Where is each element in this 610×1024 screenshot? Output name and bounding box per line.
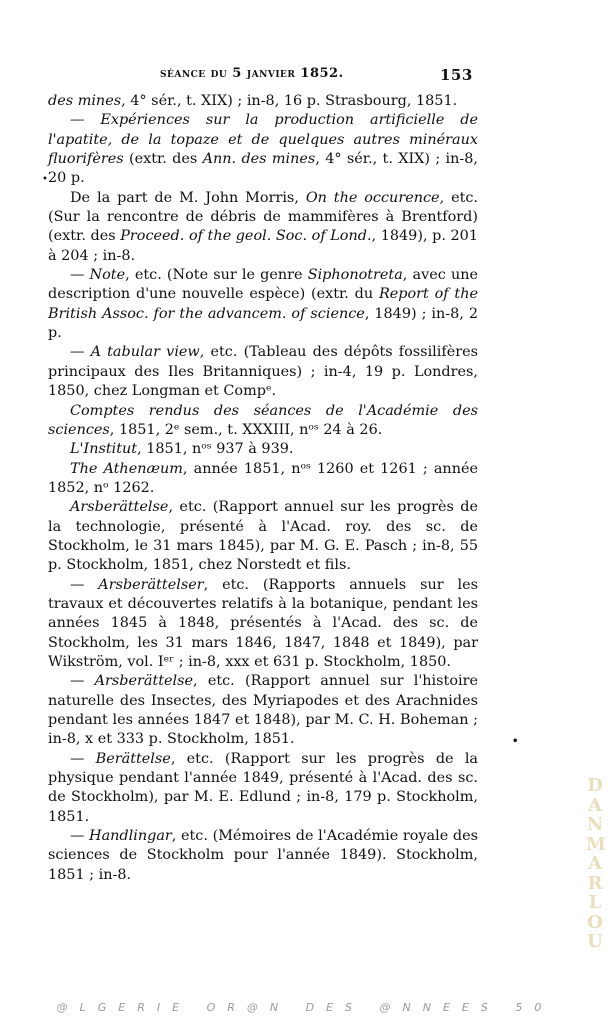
watermark-letter: A [588, 853, 602, 874]
watermark-letter: D [587, 775, 603, 796]
text: , etc. (Rapport sur les progrès de la physique pendant l'année 1849, présenté à l'Acad. des sc. de Stockholm), par M. E. Edlund ; in-8, 179 p. Stockholm, 1851. [48, 750, 478, 825]
text: , etc. (Rapport annuel sur l'histoire naturelle des Insectes, des Myriapodes et des Arachnides pendant les années 1847 et 1848), par M. C. H. Boheman ; in-8, x et 333 p. Stockholm, 1851. [48, 673, 478, 748]
paragraph [48, 189, 478, 266]
paragraph [48, 92, 478, 111]
italic-text: Report of the British Assoc. for the advancem. of science [48, 286, 478, 322]
paragraph [48, 672, 478, 749]
text: , 4° sér., t. XIX) ; in-8, 16 p. Strasbourg, 1851. [121, 93, 458, 109]
italic-text: Arsberättelse [94, 673, 194, 690]
paragraph [48, 827, 478, 885]
italic-text: A tabular view [90, 344, 200, 361]
text: De la part de M. John Morris, [70, 189, 306, 206]
italic-text: Handlingar [89, 828, 172, 845]
page-body [48, 92, 478, 885]
text: , 1849) ; in-8, 2 p. [48, 305, 478, 342]
text: , 1851, nᵒˢ 937 à 939. [137, 441, 294, 458]
italic-text: Note [89, 267, 126, 284]
watermark-letter: N [586, 814, 604, 835]
margin-mark: • [42, 174, 48, 185]
text: — [70, 673, 95, 690]
text: — [70, 267, 90, 284]
text: , etc. (Rapport annuel sur les progrès de la technologie, présenté à l'Acad. roy. des sc. de Stockholm, le 31 mars 1845), par M. G. E. Pasch ; in-8, 55 p. Stockholm, 1851, chez Norstedt et fils. [48, 499, 478, 574]
page-number: 153 [440, 66, 473, 84]
text: , avec une description d'une nouvelle espèce) (extr. du [48, 267, 479, 303]
italic-text: Arsberättelser [98, 576, 204, 593]
italic-text: Siphonotreta [307, 267, 403, 284]
italic-text: des mines [48, 93, 122, 109]
text: (extr. des [123, 151, 203, 168]
watermark-letter: A [588, 794, 602, 816]
italic-text: Ann. des mines [202, 151, 316, 168]
italic-text: L'Institut [70, 441, 138, 458]
italic-text: On the occurence [305, 189, 440, 206]
paragraph [48, 750, 478, 827]
text: , etc. (Sur la rencontre de débris de mammifères à Brentford) (extr. des [48, 189, 478, 245]
text: , année 1851, nᵒˢ 1260 et 1261 ; année 1852, nᵒ 1262. [48, 460, 479, 496]
paragraph [48, 460, 478, 499]
italic-text: Berättelse [95, 750, 171, 767]
italic-text: Proceed. of the geol. Soc. of Lond. [120, 228, 372, 245]
text: , etc. (Rapports annuels sur les travaux et découvertes relatifs à la botanique, pendant les années 1845 à 1848, présentés à l'Acad. des sc. de Stockholm, les 31 mars 1846, 1847, 1848 et 1849), par Wikström, vol. Iᵉʳ ; in-8, xxx et 631 p. Stockholm, 1850. [48, 576, 478, 670]
paragraph [48, 111, 478, 188]
watermark-letter: O [587, 911, 603, 933]
text: — [70, 828, 90, 845]
paragraph [48, 343, 478, 401]
italic-text: Comptes rendus des séances de l'Académie des sciences [48, 402, 478, 438]
text: , 4° sér., t. XIX) ; in-8, 20 p. [48, 151, 478, 187]
paragraph [48, 576, 478, 673]
footer-watermark: @LGERIE OR@N DES @NNEES 50 [56, 1001, 554, 1014]
watermark-letter: L [588, 892, 602, 913]
text: , 1849), p. 201 à 204 ; in-8. [48, 228, 478, 264]
text: , etc. (Note sur le genre [125, 267, 308, 284]
italic-text: The Athenæum [70, 460, 183, 477]
text: — [70, 344, 91, 361]
paragraph [48, 266, 478, 343]
paragraph [48, 402, 478, 441]
text: — [70, 750, 96, 767]
paragraph [48, 440, 478, 459]
italic-text: — Expériences sur la production artificielle de l'apatite, de la topaze et de quelques autres minéraux fluorifères [48, 112, 478, 168]
text: , etc. (Tableau des dépôts fossilifères principaux des Iles Britanniques) ; in-4, 19 p. Londres, 1850, chez Longman et Compᵉ. [48, 344, 478, 400]
paragraph [48, 498, 478, 575]
watermark-letter: M [586, 833, 606, 855]
text: — [70, 576, 99, 593]
italic-text: Arsberättelse [70, 499, 169, 516]
header-title: séance du 5 janvier 1852. [160, 66, 344, 81]
margin-mark: • [512, 736, 519, 747]
watermark-letter: R [587, 872, 603, 894]
vertical-watermark [586, 776, 604, 952]
text: , etc. (Mémoires de l'Académie royale des sciences de Stockholm pour l'année 1849). Stockholm, 1851 ; in-8. [48, 828, 478, 883]
text: , 1851, 2ᵉ sem., t. XXXIII, nᵒˢ 24 à 26. [109, 421, 383, 438]
running-header [0, 66, 610, 88]
watermark-letter: U [587, 931, 603, 952]
